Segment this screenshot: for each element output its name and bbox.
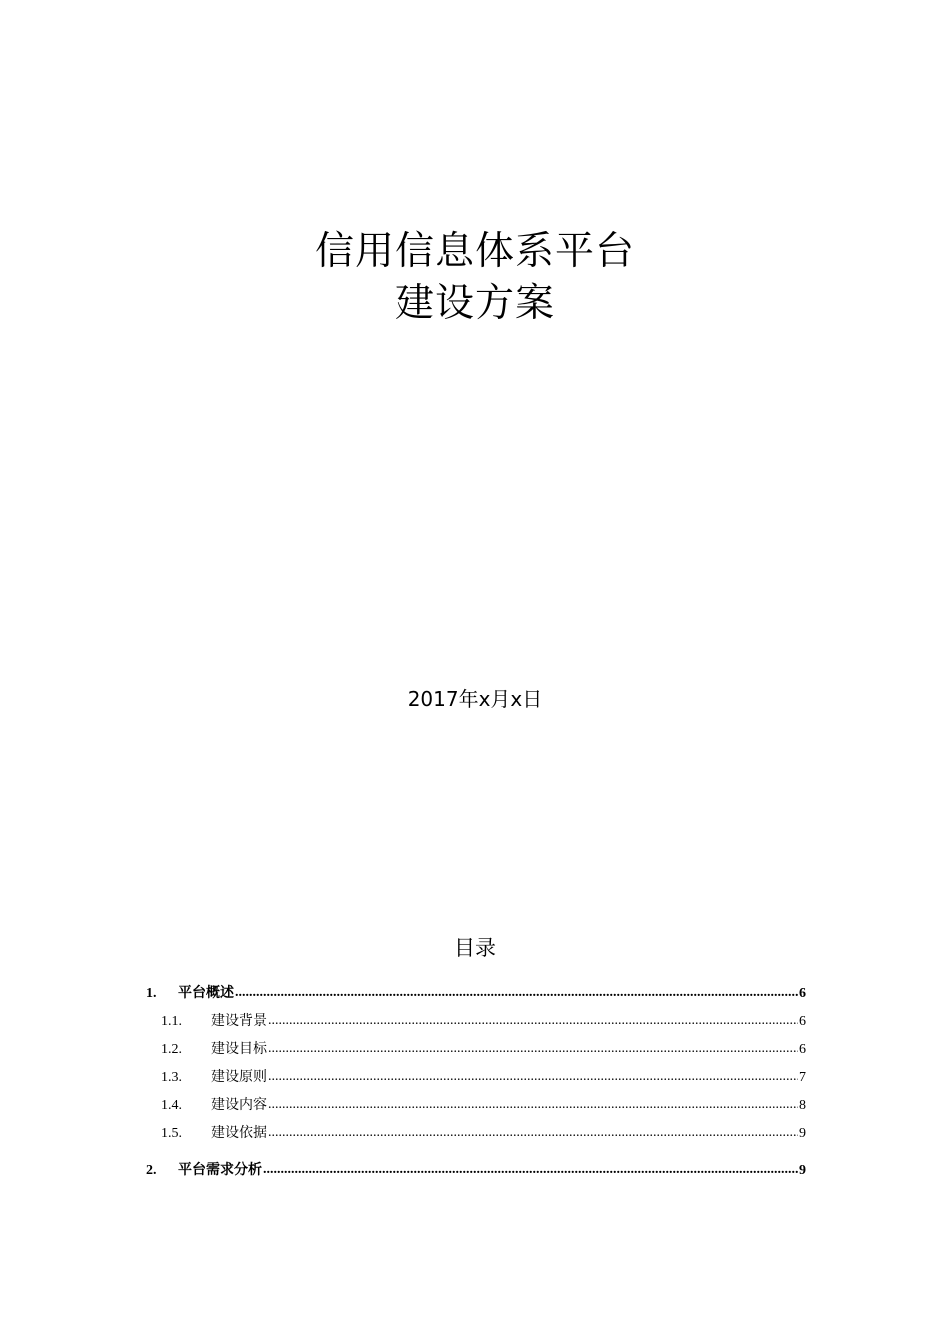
toc-dot-leader [268,1035,798,1063]
toc-entry-number: 1.4. [161,1098,182,1113]
toc-entry-page: 7 [799,1070,806,1085]
toc-entry-page: 9 [799,1126,806,1141]
toc-entry-number: 1.5. [161,1126,182,1141]
toc-entry-label: 建设背景 [211,1014,267,1029]
toc-entry-label: 平台需求分析 [178,1163,262,1178]
toc-entry-2[interactable] [146,1157,806,1185]
toc-entry-label: 建设依据 [211,1126,267,1141]
toc-entry-1-5[interactable] [146,1120,806,1148]
toc-dot-leader [268,1119,798,1147]
toc-entry-number: 1. [146,986,157,1001]
toc-entry-label: 建设内容 [211,1098,267,1113]
toc-entry-page: 8 [799,1098,806,1113]
document-title [0,226,950,330]
toc-entry-number: 1.1. [161,1014,182,1029]
toc-dot-leader [268,1007,798,1035]
toc-entry-label: 建设目标 [211,1042,267,1057]
document-date: 2017年x月x日 [407,687,543,711]
toc-dot-leader [235,979,798,1007]
toc-entry-page: 6 [799,986,806,1001]
toc-entry-number: 2. [146,1163,157,1178]
toc-entry-number: 1.2. [161,1042,182,1057]
toc-entry-number: 1.3. [161,1070,182,1085]
toc-heading: 目录 [454,936,496,960]
table-of-contents [146,980,806,1185]
toc-entry-1[interactable] [146,980,806,1008]
toc-entry-1-3[interactable] [146,1064,806,1092]
toc-entry-1-1[interactable] [146,1008,806,1036]
toc-entry-label: 平台概述 [178,986,234,1001]
toc-dot-leader [263,1156,798,1184]
toc-dot-leader [268,1091,798,1119]
title-line-1: 信用信息体系平台 [314,229,635,274]
title-line-2: 建设方案 [394,281,555,326]
toc-entry-page: 6 [799,1042,806,1057]
toc-entry-1-4[interactable] [146,1092,806,1120]
toc-dot-leader [268,1063,798,1091]
toc-entry-label: 建设原则 [211,1070,267,1085]
toc-entry-page: 6 [799,1014,806,1029]
toc-entry-1-2[interactable] [146,1036,806,1064]
toc-entry-page: 9 [799,1163,806,1178]
